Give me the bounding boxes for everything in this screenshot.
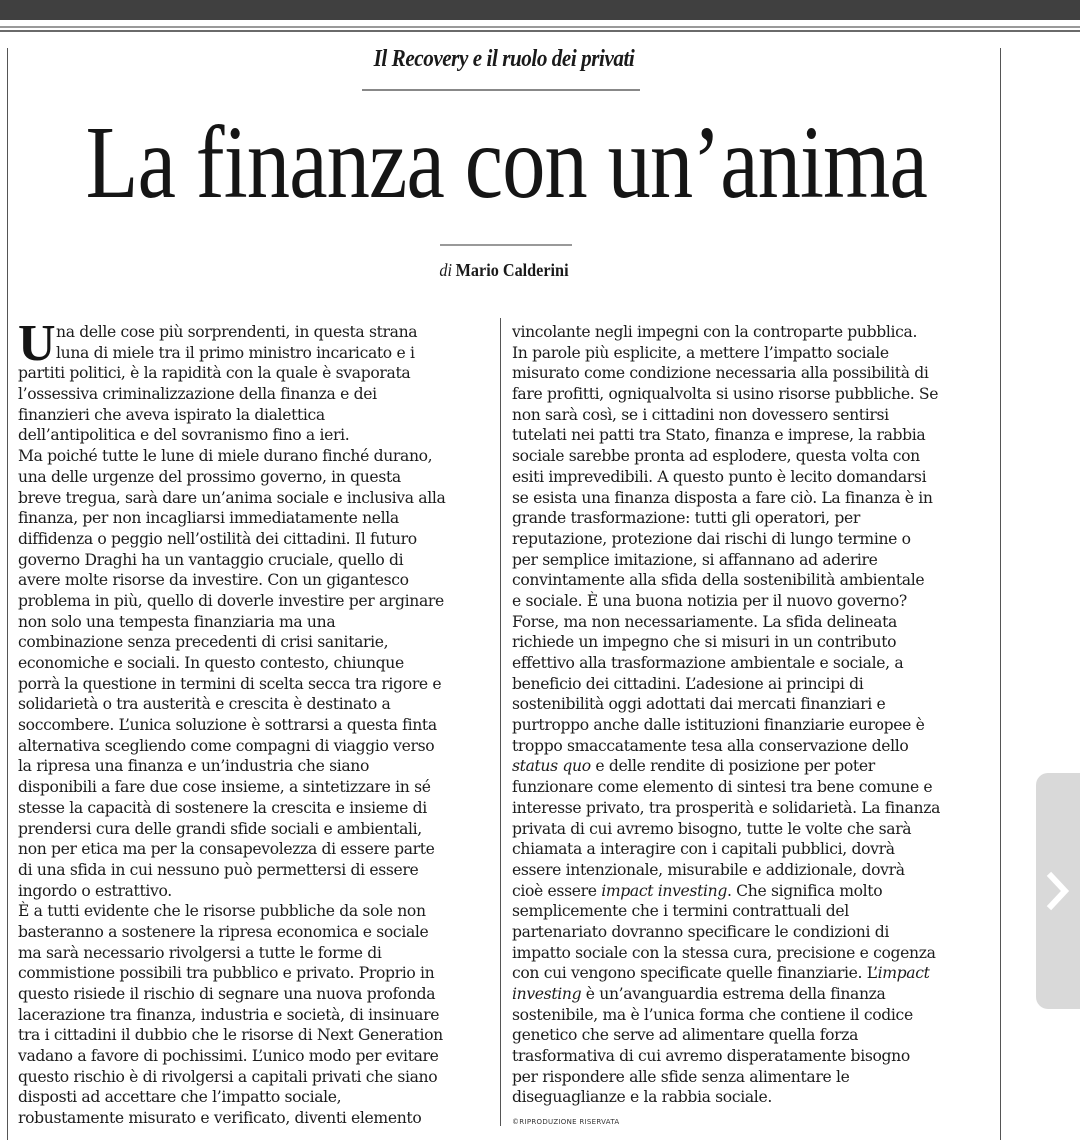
text-line: finanza, per non incagliarsi immediatamente nella [18, 509, 399, 528]
text-segment: è un’avanguardia estrema della finanza [581, 985, 886, 1003]
text-line: una delle urgenze del prossimo governo, in questa [18, 467, 401, 486]
text-line: Ma poiché tutte le lune di miele durano finché durano, [18, 447, 433, 466]
text-line: genetico che serve ad alimentare quella forza [512, 1026, 859, 1045]
text-line: effettivo alla trasformazione ambientale e sociale, a [512, 654, 904, 672]
italic-term: status quo [512, 757, 591, 776]
text-line: disponibili a fare due cose insieme, a sintetizzare in sé [18, 778, 431, 797]
text-line: alternativa scegliendo come compagni di viaggio verso [18, 736, 435, 755]
text-line: economiche e sociali. In questo contesto, chiunque [18, 654, 404, 672]
article-headline: La finanza con un’anima [85, 105, 927, 220]
header-rule-bottom [0, 30, 1080, 32]
column-divider [500, 318, 501, 1126]
text-line: sociale sarebbe pronta ad esplodere, questa volta con [512, 447, 920, 466]
text-line: disposti ad accettare che l’impatto sociale, [18, 1088, 342, 1107]
chevron-right-icon [1046, 871, 1070, 911]
text-line: l’ossessiva criminalizzazione della finanza e dei [18, 385, 377, 404]
text-line: sostenibilità oggi adottati dai mercati finanziari e [512, 695, 886, 714]
text-line: avere molte risorse da investire. Con un gigantesco [18, 571, 409, 590]
text-line: grande trasformazione: tutti gli operatori, per [512, 509, 861, 528]
text-line: convintamente alla sfida della sostenibilità ambientale [512, 571, 925, 590]
header-rule-top [0, 26, 1080, 28]
text-line: vincolante negli impegni con la controparte pubblica. [512, 323, 918, 341]
text-line: diffidenza o peggio nell’ostilità dei cittadini. Il futuro [18, 529, 417, 548]
text-line: combinazione senza precedenti di crisi sanitarie, [18, 633, 389, 652]
text-line: luna di miele tra il primo ministro incaricato e i [56, 343, 415, 362]
text-line: soccombere. L’unica soluzione è sottrarsi a questa finta [18, 716, 437, 735]
text-line: interesse privato, tra prosperità e solidarietà. La finanza [512, 798, 941, 817]
text-line: na delle cose più sorprendenti, in questa strana [56, 323, 418, 341]
italic-term: impact investing [601, 881, 727, 900]
text-line: questo rischio è di rivolgersi a capitali privati che siano [18, 1067, 438, 1086]
text-line: per rispondere alle sfide senza alimentare le [512, 1067, 850, 1086]
italic-term: investing [512, 985, 582, 1003]
next-page-button[interactable] [1036, 773, 1080, 1009]
text-line: robustamente misurato e verificato, diventi elemento [18, 1109, 422, 1128]
text-line: non per etica ma per la consapevolezza di essere parte [18, 840, 435, 859]
text-line: reputazione, protezione dai rischi di lungo termine o [512, 529, 911, 548]
text-line: problema in più, quello di doverle investire per arginare [18, 591, 444, 610]
text-segment: . Che significa molto [726, 881, 883, 900]
drop-cap: U [18, 315, 56, 372]
text-line: privata di cui avremo bisogno, tutte le volte che sarà [512, 819, 912, 838]
text-line: e sociale. È una buona notizia per il nuovo governo? [512, 591, 907, 610]
text-line: non solo una tempesta finanziaria ma una [18, 612, 336, 631]
page-border-left [7, 48, 8, 1140]
text-line: partiti politici, è la rapidità con la quale è svaporata [18, 364, 411, 383]
text-line: questo risiede il rischio di segnare una nuova profonda [18, 985, 436, 1003]
article-column-2 [512, 322, 996, 1133]
text-line: troppo smaccatamente tesa alla conservazione dello [512, 736, 909, 755]
text-line: per semplice imitazione, si affannano ad aderire [512, 550, 878, 569]
text-line: tutelati nei patti tra Stato, finanza e imprese, la rabbia [512, 426, 926, 445]
text-line: chiamata a interagire con i capitali pubblici, dovrà [512, 840, 895, 859]
text-line: dell’antipolitica e del sovranismo fino a ieri. [18, 426, 350, 445]
text-line: ma sarà necessario rivolgersi a tutte le forme di [18, 943, 382, 962]
text-segment: e delle rendite di posizione per poter [590, 757, 875, 776]
text-line: solidarietà o tra austerità e crescita è destinato a [18, 695, 391, 714]
text-line: È a tutti evidente che le risorse pubbliche da sole non [18, 902, 426, 921]
article-column-1 [18, 315, 498, 1129]
text-line: vadano a favore di pochissimi. L’unico modo per evitare [18, 1047, 439, 1066]
italic-term: impact [877, 964, 930, 983]
text-line [512, 963, 996, 984]
byline [50, 260, 957, 281]
text-line: finanzieri che aveva ispirato la dialettica [18, 405, 325, 424]
article-kicker: Il Recovery e il ruolo dei privati [373, 46, 635, 72]
text-line: Forse, ma non necessariamente. La sfida delineata [512, 612, 897, 631]
text-line: fare profitti, ogniqualvolta si usino risorse pubbliche. Se [512, 385, 939, 404]
copyright-notice: ©RIPRODUZIONE RISERVATA [512, 1118, 620, 1127]
text-line: misurato come condizione necessaria alla possibilità di [512, 364, 929, 383]
text-segment: cioè essere [512, 881, 602, 900]
text-line: trasformativa di cui avremo disperatamente bisogno [512, 1047, 910, 1066]
text-line: purtroppo anche dalle istituzioni finanziarie europee è [512, 716, 925, 735]
text-line: prendersi cura delle grandi sfide sociali e ambientali, [18, 819, 422, 838]
text-line: semplicemente che i termini contrattuali del [512, 902, 849, 921]
text-line: funzionare come elemento di sintesi tra bene comune e [512, 778, 933, 797]
text-line: diseguaglianze e la rabbia sociale. [512, 1088, 772, 1107]
text-line: di una sfida in cui nessuno può permettersi di essere [18, 860, 419, 879]
text-line: porrà la questione in termini di scelta secca tra rigore e [18, 674, 442, 693]
text-line: non sarà così, se i cittadini non dovessero sentirsi [512, 405, 889, 424]
text-line: richiede un impegno che si misuri in un contributo [512, 633, 897, 652]
text-line: impatto sociale con la stessa cura, precisione e cogenza [512, 943, 936, 962]
text-line: basteranno a sostenere la ripresa economica e sociale [18, 922, 429, 941]
text-line: esiti imprevedibili. A questo punto è lecito domandarsi [512, 467, 927, 486]
author-name: Mario Calderini [455, 260, 569, 280]
text-line [512, 984, 996, 1005]
text-line: beneficio dei cittadini. L’adesione ai principi di [512, 674, 864, 693]
text-line: se esista una finanza disposta a fare ciò. La finanza è in [512, 488, 933, 507]
text-line: breve tregua, sarà dare un’anima sociale e inclusiva alla [18, 488, 446, 507]
page-border-right [1000, 48, 1001, 1140]
byline-prefix: di [439, 260, 453, 280]
text-line: partenariato dovranno specificare le condizioni di [512, 922, 889, 941]
kicker-divider [362, 89, 640, 91]
text-line: governo Draghi ha un vantaggio cruciale, quello di [18, 550, 404, 569]
text-line: essere intenzionale, misurabile e addizionale, dovrà [512, 860, 905, 879]
text-line: commistione possibili tra pubblico e privato. Proprio in [18, 964, 435, 983]
text-segment: con cui vengono specificate quelle finanziarie. L’ [512, 964, 878, 983]
text-line: stesse la capacità di sostenere la crescita e insieme di [18, 798, 427, 817]
headline-divider [440, 244, 572, 246]
text-line [512, 756, 996, 777]
text-line: ingordo o estrattivo. [18, 881, 172, 900]
text-line: la ripresa una finanza e un’industria che siano [18, 757, 370, 776]
text-line: lacerazione tra finanza, industria e società, di insinuare [18, 1005, 440, 1024]
text-line: In parole più esplicite, a mettere l’impatto sociale [512, 343, 889, 362]
text-line [512, 881, 996, 902]
text-line: sostenibile, ma è l’unica forma che contiene il codice [512, 1005, 913, 1024]
top-bar [0, 0, 1080, 20]
text-line: tra i cittadini il dubbio che le risorse di Next Generation [18, 1026, 443, 1045]
